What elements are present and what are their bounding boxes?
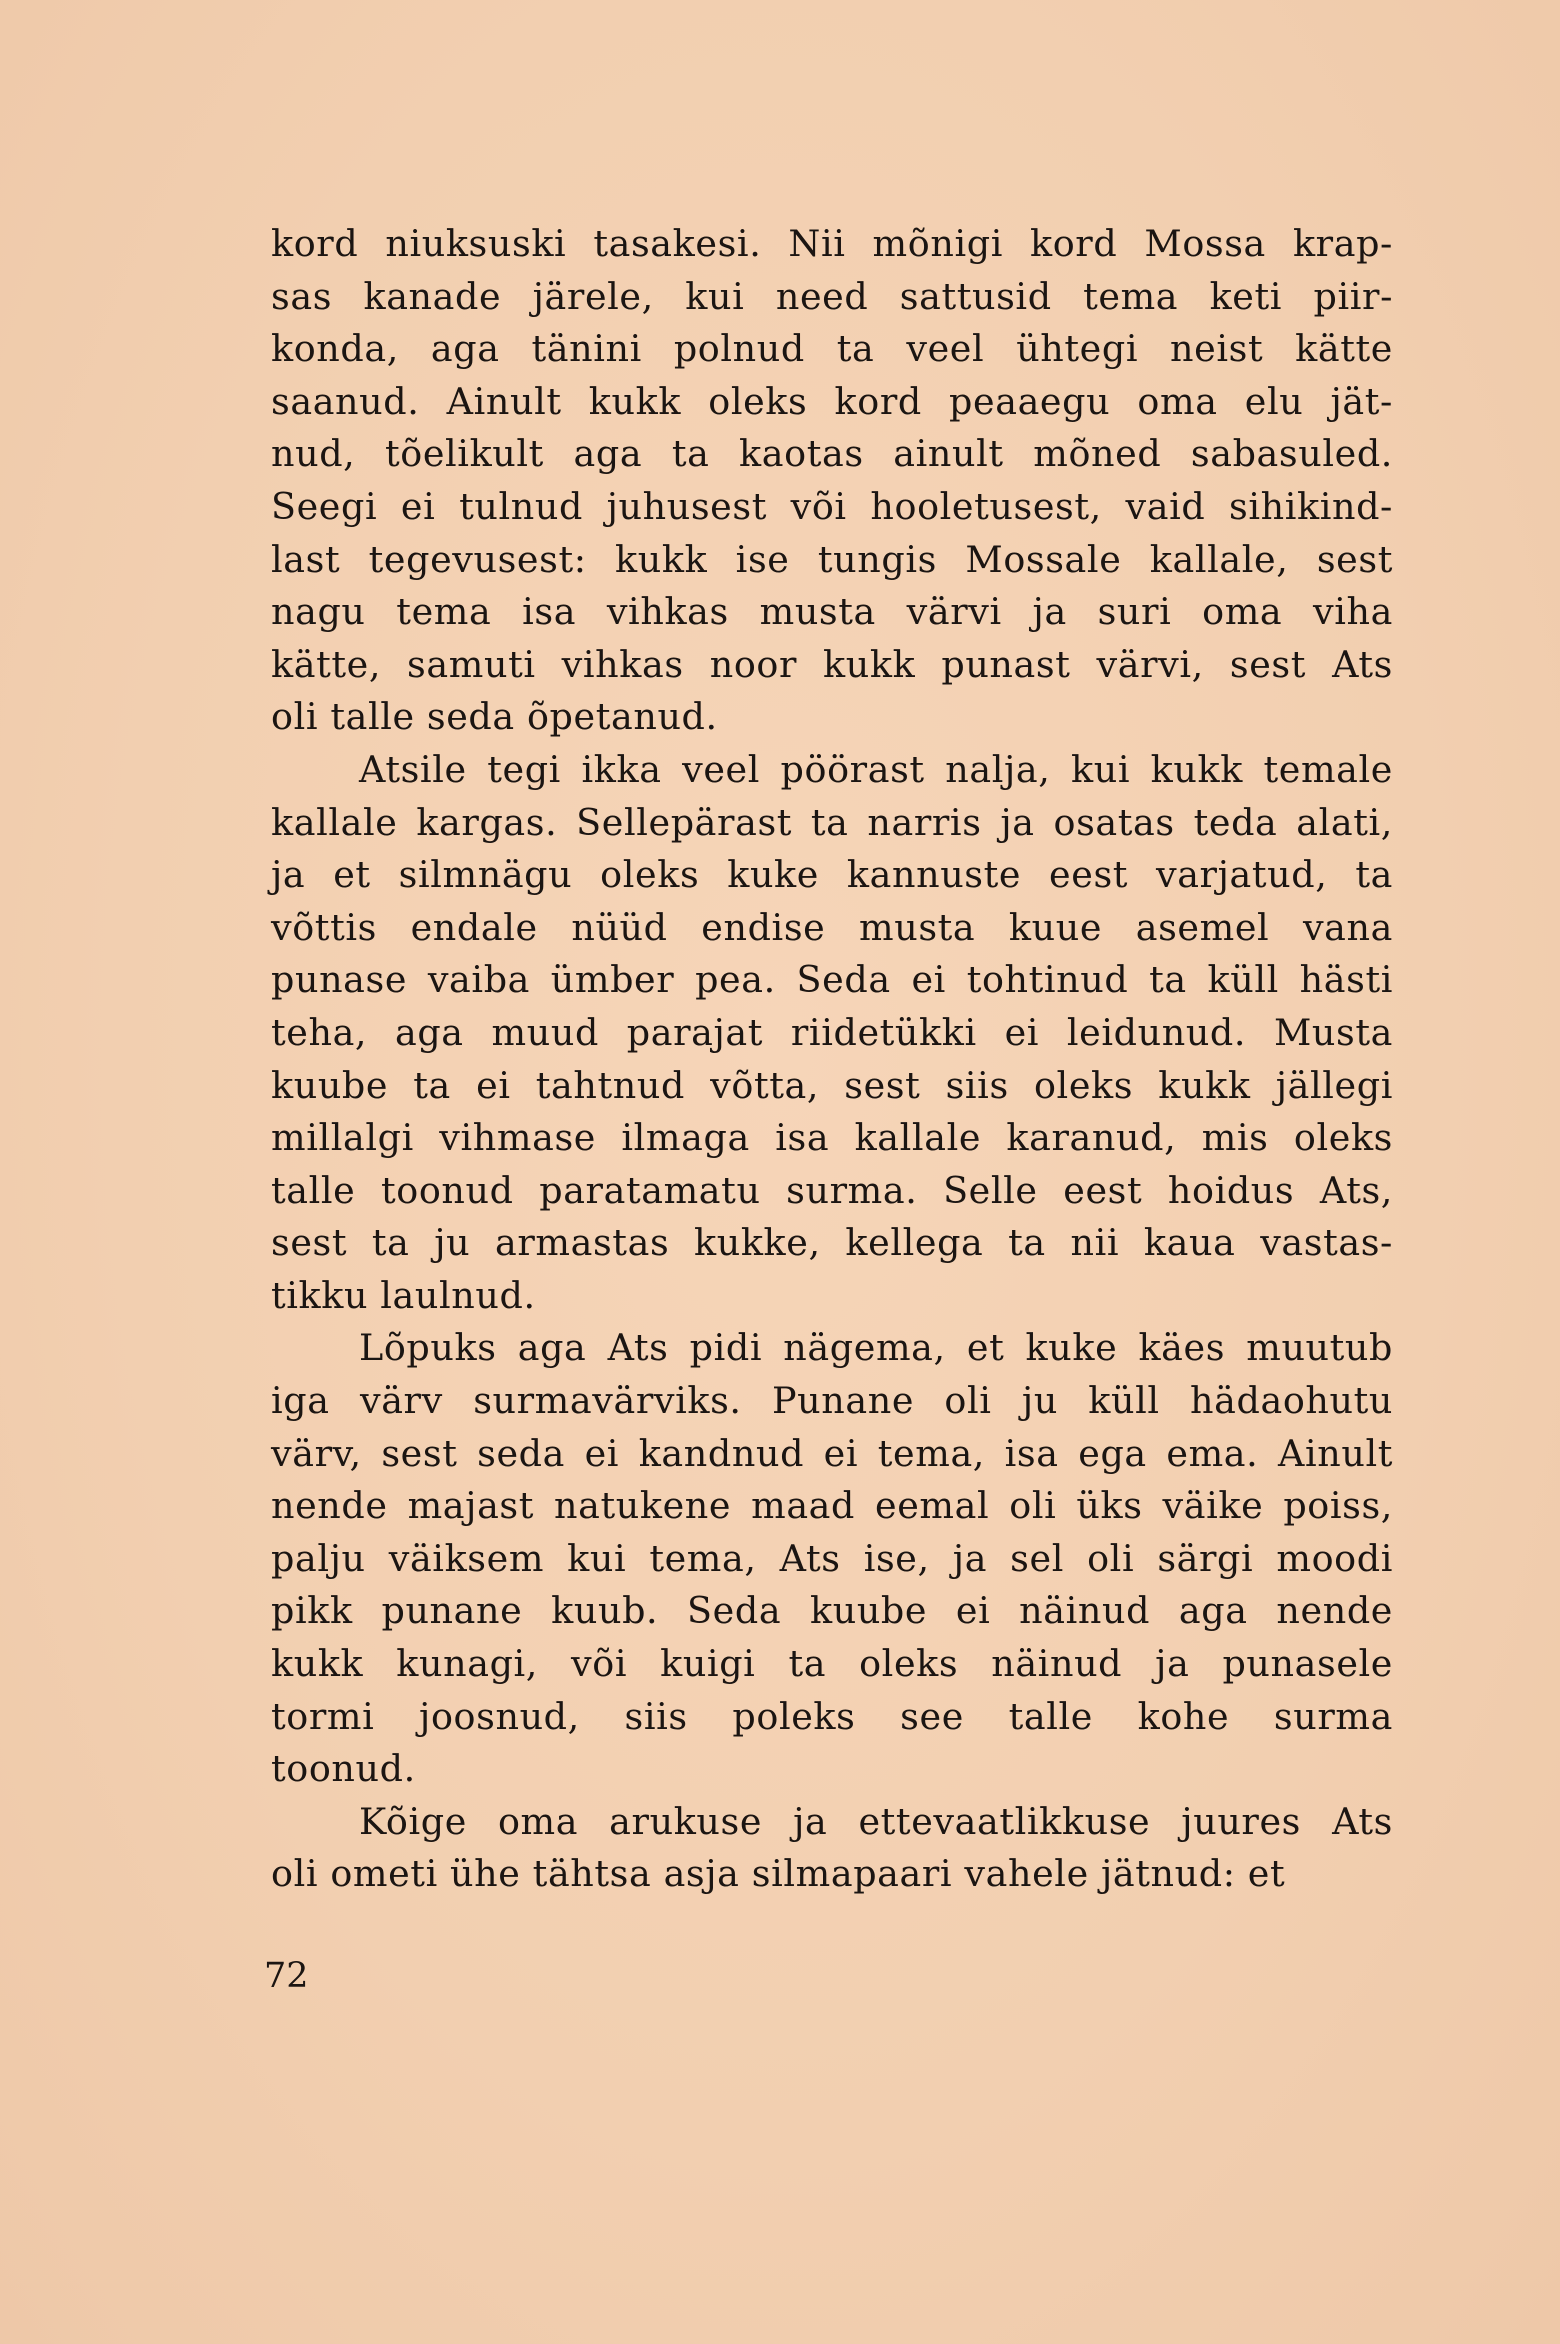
text-line: nud, tõelikult aga ta kaotas ainult mõned sabasuled. <box>271 432 1393 476</box>
text-line: tikku laulnud. <box>271 1273 536 1317</box>
text-line: punase vaiba ümber pea. Seda ei tohtinud ta küll hästi <box>271 958 1393 1002</box>
text-line: tormi joosnud, siis poleks see talle kohe surma <box>271 1694 1393 1738</box>
text-line: võttis endale nüüd endise musta kuue asemel vana <box>271 905 1393 949</box>
text-line: Kõige oma arukuse ja ettevaatlikkuse juures Ats <box>359 1799 1393 1843</box>
text-line: oli ometi ühe tähtsa asja silmapaari vahele jätnud: et <box>271 1852 1286 1896</box>
text-line: saanud. Ainult kukk oleks kord peaaegu oma elu jät- <box>271 379 1393 423</box>
text-line: millalgi vihmase ilmaga isa kallale karanud, mis oleks <box>271 1116 1393 1160</box>
page-number: 72 <box>264 1956 309 1996</box>
paragraph <box>271 744 1393 1323</box>
text-line: Seegi ei tulnud juhusest või hooletusest, vaid sihikind- <box>271 484 1393 528</box>
text-line: oli talle seda õpetanud. <box>271 695 718 739</box>
text-line: nende majast natukene maad eemal oli üks väike poiss, <box>271 1484 1393 1528</box>
text-line: sest ta ju armastas kukke, kellega ta nii kaua vastas- <box>271 1221 1393 1265</box>
text-line: kord niuksuski tasakesi. Nii mõnigi kord Mossa krap- <box>271 222 1393 265</box>
text-line: kallale kargas. Sellepärast ta narris ja osatas teda alati, <box>271 800 1393 844</box>
text-line: talle toonud paratamatu surma. Selle eest hoidus Ats, <box>271 1168 1393 1212</box>
paragraph <box>271 1322 1393 1795</box>
paragraph <box>271 218 1393 744</box>
text-line: nagu tema isa vihkas musta värvi ja suri oma viha <box>271 590 1393 634</box>
text-line: Atsile tegi ikka veel pöörast nalja, kui kukk temale <box>359 747 1393 791</box>
paragraph <box>271 1796 1393 1901</box>
body-text <box>271 218 1393 1901</box>
text-line: sas kanade järele, kui need sattusid tema keti piir- <box>271 274 1393 318</box>
text-line: värv, sest seda ei kandnud ei tema, isa ega ema. Ainult <box>271 1431 1393 1475</box>
text-line: kukk kunagi, või kuigi ta oleks näinud ja punasele <box>271 1642 1393 1686</box>
text-line: ja et silmnägu oleks kuke kannuste eest varjatud, ta <box>271 853 1393 897</box>
text-line: kuube ta ei tahtnud võtta, sest siis oleks kukk jällegi <box>271 1063 1393 1107</box>
text-line: Lõpuks aga Ats pidi nägema, et kuke käes muutub <box>359 1326 1393 1370</box>
text-line: teha, aga muud parajat riidetükki ei leidunud. Musta <box>271 1010 1393 1054</box>
text-line: kätte, samuti vihkas noor kukk punast värvi, sest Ats <box>271 642 1393 686</box>
text-line: iga värv surmavärviks. Punane oli ju küll hädaohutu <box>271 1379 1393 1423</box>
text-line: pikk punane kuub. Seda kuube ei näinud aga nende <box>271 1589 1393 1633</box>
text-line: toonud. <box>271 1747 416 1791</box>
text-line: palju väiksem kui tema, Ats ise, ja sel oli särgi moodi <box>271 1536 1393 1580</box>
text-line: konda, aga tänini polnud ta veel ühtegi neist kätte <box>271 327 1393 371</box>
text-line: last tegevusest: kukk ise tungis Mossale kallale, sest <box>271 537 1393 581</box>
